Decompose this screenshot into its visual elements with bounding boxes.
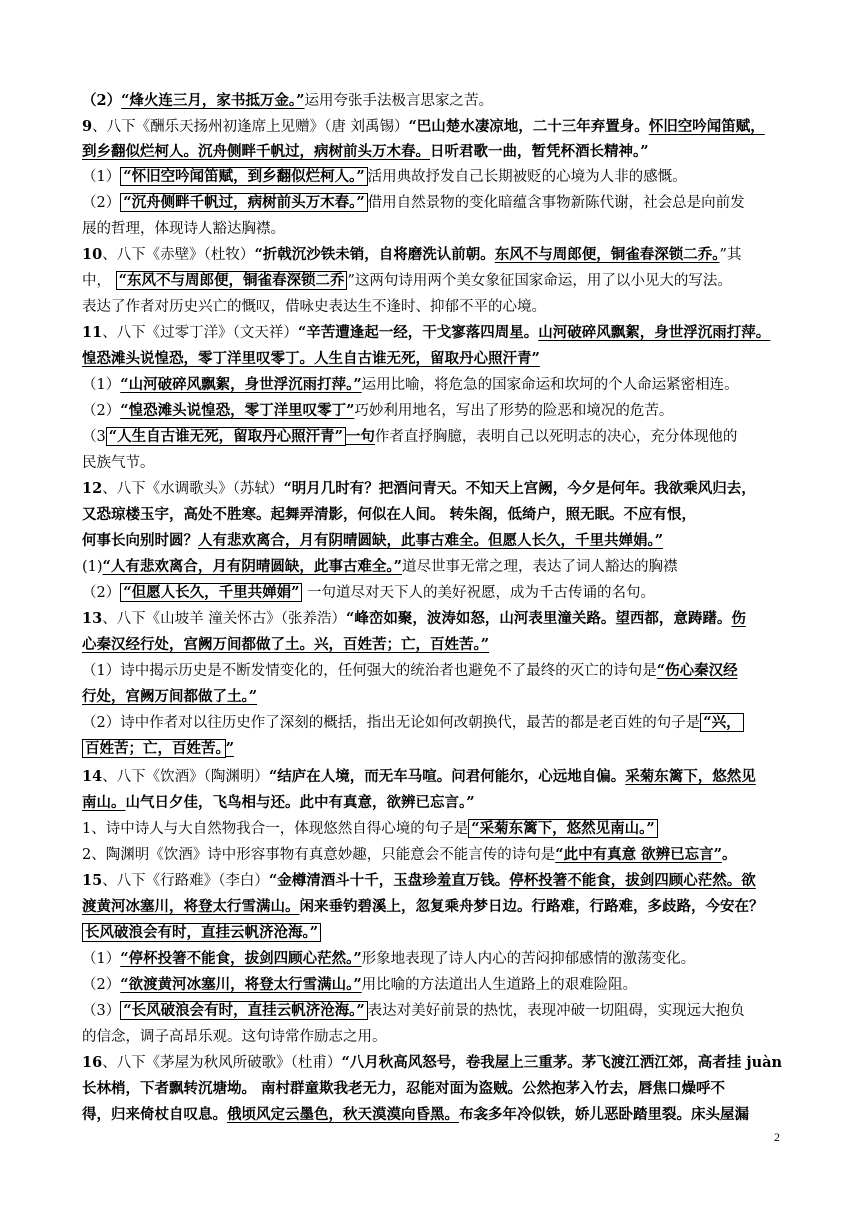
text-run: 、八下《山坡羊 潼关怀古》（张养浩） [102, 611, 347, 627]
underlined-quote: 渡黄河冰塞川，将登太行雪满山。 [82, 898, 300, 915]
text-run: 闲来垂钓碧溪上，忽复乘舟梦日边。行路难，行路难，多歧路，今安在？ [299, 898, 764, 915]
boxed-quote: 长风破浪会有时，直挂云帆济沧海。” [82, 923, 321, 942]
text-run: （1）诗中揭示历史是不断发情变化的，任何强大的统治者也避免不了最终的灭亡的诗句是 [82, 663, 657, 679]
text-line [82, 268, 782, 294]
text-run: 借用自然景物的变化暗蕴含事物新陈代谢，社会总是向前发 [367, 195, 745, 211]
boxed-quote: “沉舟侧畔千帆过，病树前头万木春。” [120, 193, 367, 212]
text-run: “巴山楚水凄凉地，二十三年弃置身。 [408, 118, 649, 135]
text-line [82, 946, 782, 972]
text-line [82, 164, 782, 190]
underlined-quote: “欲渡黄河冰塞川，将登太行雪满山。” [120, 976, 362, 993]
text-run: “结庐在人境，而无车马喧。问君何能尔，心远地自偏。 [268, 768, 626, 785]
text-line [82, 894, 782, 920]
underlined-quote: “惶恐滩头说惶恐，零丁洋里叹零丁” [120, 402, 355, 419]
boxed-quote: “人生自古谁无死，留取丹心照汗青” [106, 427, 346, 446]
underlined-quote: 伤 [731, 610, 746, 627]
text-run: 1、诗中诗人与大自然物我合一，体现悠然自得心境的句子是 [82, 821, 469, 837]
text-line [82, 1076, 782, 1102]
boxed-quote: 百姓苦；亡，百姓苦。 [82, 739, 226, 758]
text-line [82, 736, 782, 762]
text-run: 表达了作者对历史兴亡的慨叹，借咏史表达生不逢时、抑郁不平的心境。 [82, 299, 546, 315]
text-run: （3） [82, 1003, 121, 1019]
text-line [82, 972, 782, 998]
text-run: （3 [82, 429, 106, 445]
text-run: 何事长向别时圆？ [82, 532, 198, 549]
text-run: 又恐琼楼玉宇，高处不胜寒。起舞弄清影，何似在人间。 转朱阁，低绮户，照无眠。不应有恨， [82, 506, 697, 523]
underlined-quote: 心秦汉经行处，宫阙万间都做了土。兴，百姓苦；亡，百姓苦。” [82, 636, 490, 653]
underlined-quote: 采菊东篱下，悠然见 [625, 768, 756, 785]
text-run: 活用典故抒发自己长期被贬的心境为人非的感慨。 [367, 169, 687, 185]
text-line [82, 424, 782, 450]
text-run: 、八下《酬乐天扬州初逢席上见赠》（唐 刘禹锡） [92, 119, 409, 135]
text-line [82, 294, 782, 320]
text-run: 得，归来倚杖自叹息。 [82, 1106, 227, 1123]
underlined-quote: 俄顷风定云墨色，秋天漠漠向昏黑。 [227, 1106, 459, 1123]
boxed-quote: “东风不与周郎便，铜雀春深锁二乔 [116, 271, 348, 290]
underlined-quote: “此中有真意 欲辨已忘言” [555, 846, 722, 863]
text-run: “八月秋高风怒号，卷我屋上三重茅。茅飞渡江洒江郊，高者挂 juàn [341, 1054, 782, 1071]
text-line [82, 998, 782, 1024]
underlined-quote: 东风不与周郎便，铜雀春深锁二乔。 [494, 246, 720, 263]
text-run: 14 [82, 768, 103, 785]
text-run: “金樽清酒斗十千，玉盘珍羞直万钱。 [268, 872, 510, 889]
text-line [82, 658, 782, 684]
text-run: （2） [82, 585, 121, 601]
text-run: 布衾多年冷似铁，娇儿恶卧踏里裂。床头屋漏 [459, 1106, 749, 1123]
text-line [82, 216, 782, 242]
text-run: (1) [82, 559, 103, 575]
text-line [82, 764, 782, 790]
text-line [82, 790, 782, 816]
text-line [82, 710, 782, 736]
underlined-quote: 山河破碎风飘絮，身世浮沉雨打萍。 [538, 324, 771, 341]
text-run: 15 [82, 872, 103, 889]
text-line [82, 868, 782, 894]
text-run: 形象地表现了诗人内心的苦闷抑郁感情的激荡变化。 [361, 951, 696, 967]
text-line [82, 320, 782, 346]
text-run: 2、陶渊明《饮酒》诗中形容事物有真意妙趣，只能意会不能言传的诗句是 [82, 847, 556, 863]
text-run: 13 [82, 610, 103, 627]
text-run: （2） [82, 403, 121, 419]
text-line [82, 450, 782, 476]
text-line [82, 920, 782, 946]
text-run: 、八下《饮酒》（陶渊明） [102, 769, 269, 785]
boxed-quote: “怀旧空吟闻笛赋，到乡翻似烂柯人。” [120, 167, 367, 186]
text-run: （1） [82, 169, 121, 185]
text-line [82, 242, 782, 268]
text-run: 、八下《过零丁洋》（文天祥） [102, 325, 298, 341]
text-line [82, 606, 782, 632]
underlined-quote: 行处，宫阙万间都做了土。” [82, 688, 258, 705]
text-line [82, 1050, 782, 1076]
text-run: 16 [82, 1054, 103, 1071]
text-run: 。 [721, 846, 737, 863]
text-run: 、八下《行路难》（李白） [102, 873, 269, 889]
text-line [82, 346, 782, 372]
text-run: （1） [82, 951, 121, 967]
text-run: 、八下《水调歌头》（苏轼） [102, 481, 284, 497]
text-run: 运用比喻，将危急的国家命运和坎坷的个人命运紧密相连。 [361, 377, 739, 393]
text-run: 展的哲理，体现诗人豁达胸襟。 [82, 221, 285, 237]
text-run: ”其 [719, 247, 742, 263]
text-line [82, 684, 782, 710]
text-run: 、八下《茅屋为秋风所破歌》（杜甫） [102, 1055, 342, 1071]
underlined-quote: 人有悲欢离合，月有阴晴圆缺，此事古难全。但愿人长久，千里共婵娟。” [198, 532, 664, 549]
text-line [82, 842, 782, 868]
text-run: 的信念，调子高昂乐观。这句诗常作励志之用。 [82, 1029, 387, 1045]
underlined-quote: 惶恐滩头说惶恐，零丁洋里叹零丁。人生自古谁无死，留取丹心照汗青” [82, 350, 540, 367]
underlined-quote: 南山。 [82, 794, 126, 811]
text-run: 、八下《赤壁》（杜牧） [102, 247, 255, 263]
text-run: 中， [82, 273, 116, 289]
boxed-quote: “采菊东篱下，悠然见南山。” [468, 819, 657, 838]
boxed-quote: “但愿人长久，千里共婵娟” [120, 583, 302, 602]
text-run: 日听君歌一曲，暂凭杯酒长精神。” [430, 143, 649, 160]
underlined-quote: ” [225, 740, 235, 757]
text-run: 民族气节。 [82, 455, 155, 471]
text-run: （2） [82, 195, 121, 211]
underlined-quote: “烽火连三月，家书抵万金。” [121, 92, 305, 109]
text-line [82, 632, 782, 658]
text-run: （2）诗中作者对以往历史作了深刻的概括，指出无论如何改朝换代，最苦的都是老百姓的句子是 [82, 715, 701, 731]
text-run: 9 [82, 118, 93, 135]
text-line [82, 114, 782, 140]
boxed-quote: “长风破浪会有时，直挂云帆济沧海。” [120, 1001, 367, 1020]
text-line [82, 398, 782, 424]
text-run: 表达对美好前景的热忱，表现冲破一切阻碍，实现远大抱负 [367, 1003, 745, 1019]
text-run: 用比喻的方法道出人生道路上的艰难险阻。 [361, 977, 638, 993]
text-run: “辛苦遭逢起一经，干戈寥落四周星。 [297, 324, 539, 341]
text-run: 运用夸张手法极言思家之苦。 [304, 93, 494, 109]
text-run: “明月几时有？把酒问青天。不知天上宫阙，今夕是何年。我欲乘风归去， [283, 480, 756, 497]
underlined-quote: “伤心秦汉经 [656, 662, 738, 679]
text-line [82, 139, 782, 165]
text-run: （1） [82, 377, 121, 393]
underlined-quote: 一句 [345, 428, 375, 445]
text-line [82, 816, 782, 842]
text-run: 巧妙利用地名，写出了形势的险恶和境况的危苦。 [354, 403, 674, 419]
text-run: 12 [82, 480, 103, 497]
text-run: ”这两句诗用两个美女象征国家命运，用了以小见大的写法。 [347, 273, 732, 289]
text-line [82, 554, 782, 580]
text-run: （2） [82, 92, 122, 109]
text-line [82, 502, 782, 528]
text-line [82, 372, 782, 398]
page-number: 2 [774, 1130, 780, 1144]
text-run: “峰峦如聚，波涛如怒，山河表里潼关路。望西都，意踌躇。 [346, 610, 732, 627]
text-run: 长林梢，下者飘转沉塘坳。 南村群童欺我老无力，忍能对面为盗贼。公然抱茅入竹去，唇焦口燥呼不 [82, 1080, 726, 1097]
text-line [82, 528, 782, 554]
text-run: （2） [82, 977, 121, 993]
text-run: “折戟沉沙铁未销，自将磨洗认前朝。 [254, 246, 495, 263]
underlined-quote: 停杯投箸不能食，拔剑四顾心茫然。欲 [509, 872, 756, 889]
boxed-quote: “兴， [700, 713, 743, 732]
text-line [82, 88, 782, 114]
text-line [82, 1102, 782, 1128]
text-run: 10 [82, 246, 103, 263]
text-line [82, 580, 782, 606]
text-run: 11 [82, 324, 103, 341]
text-line [82, 1024, 782, 1050]
text-run: 道尽世事无常之理，表达了词人豁达的胸襟 [401, 559, 678, 575]
underlined-quote: 到乡翻似烂柯人。沉舟侧畔千帆过，病树前头万木春。 [82, 143, 430, 160]
text-run: 一句道尽对天下人的美好祝愿，成为千古传诵的名句。 [302, 585, 656, 601]
text-line [82, 476, 782, 502]
underlined-quote: “停杯投箸不能食，拔剑四顾心茫然。” [120, 950, 362, 967]
underlined-quote: 怀旧空吟闻笛赋， [648, 118, 765, 135]
text-run: 山气日夕佳，飞鸟相与还。此中有真意，欲辨已忘言。” [125, 794, 475, 811]
text-line [82, 190, 782, 216]
underlined-quote: “人有悲欢离合，月有阴晴圆缺，此事古难全。” [102, 558, 402, 575]
underlined-quote: “山河破碎风飘絮，身世浮沉雨打萍。” [120, 376, 362, 393]
text-run: 作者直抒胸臆，表明自己以死明志的决心，充分体现他的 [374, 429, 738, 445]
